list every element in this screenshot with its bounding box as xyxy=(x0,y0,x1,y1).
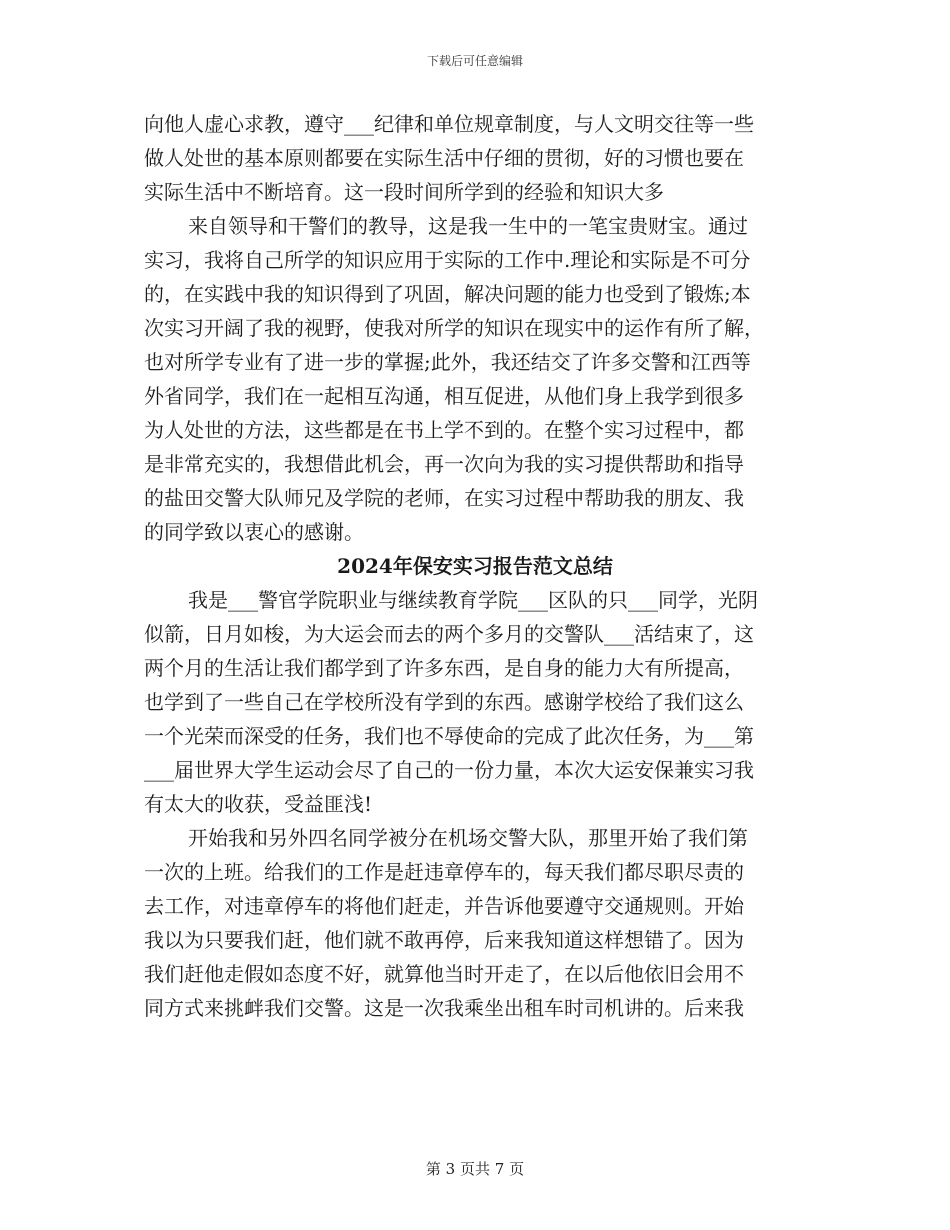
text-line: ___届世界大学生运动会尽了自己的一份力量，本次大运安保兼实习我 xyxy=(144,758,754,782)
text-line: 一次的上班。给我们的工作是赶违章停车的，每天我们都尽职尽责的 xyxy=(144,860,744,884)
text-line: 两个月的生活让我们都学到了许多东西，是自身的能力大有所提高， xyxy=(144,656,744,680)
text-line: 我们赶他走假如态度不好，就算他当时开走了，在以后他依旧会用不 xyxy=(144,962,744,986)
paragraph-start-line: 开始我和另外四名同学被分在机场交警大队，那里开始了我们第 xyxy=(188,826,748,850)
text-line: 的盐田交警大队师兄及学院的老师，在实习过程中帮助我的朋友、我 xyxy=(144,486,744,510)
text-line: 实际生活中不断培育。这一段时间所学到的经验和知识大多 xyxy=(144,180,664,204)
text-line: 是非常充实的，我想借此机会，再一次向为我的实习提供帮助和指导 xyxy=(144,452,744,476)
text-line: 做人处世的基本原则都要在实际生活中仔细的贯彻，好的习惯也要在 xyxy=(144,146,744,170)
text-line: 也学到了一些自己在学校所没有学到的东西。感谢学校给了我们这么 xyxy=(144,690,744,714)
document-body xyxy=(144,107,806,1025)
text-line: 一个光荣而深受的任务，我们也不辱使命的完成了此次任务，为___第 xyxy=(144,724,754,748)
text-line: 似箭，日月如梭，为大运会而去的两个多月的交警队___活结束了，这 xyxy=(144,622,754,646)
text-line: 实习，我将自己所学的知识应用于实际的工作中.理论和实际是不可分 xyxy=(144,248,751,272)
text-line: 向他人虚心求教，遵守___纪律和单位规章制度，与人文明交往等一些 xyxy=(144,112,754,136)
text-line: 也对所学专业有了进一步的掌握;此外，我还结交了许多交警和江西等 xyxy=(144,350,751,374)
paragraph-start-line: 我是___警官学院职业与继续教育学院___区队的只___同学，光阴 xyxy=(188,588,758,612)
text-line: 去工作，对违章停车的将他们赶走，并告诉他要遵守交通规则。开始 xyxy=(144,894,744,918)
text-line: 为人处世的方法，这些都是在书上学不到的。在整个实习过程中，都 xyxy=(144,418,744,442)
page-footer: 第 3 页共 7 页 xyxy=(425,1160,525,1178)
text-line: 我以为只要我们赶，他们就不敢再停，后来我知道这样想错了。因为 xyxy=(144,928,744,952)
section-title: 2024年保安实习报告范文总结 xyxy=(337,554,613,578)
text-line: 的，在实践中我的知识得到了巩固，解决问题的能力也受到了锻炼;本 xyxy=(144,282,751,306)
paragraph-start-line: 来自领导和干警们的教导，这是我一生中的一笔宝贵财宝。通过 xyxy=(188,214,748,238)
text-line: 有太大的收获，受益匪浅! xyxy=(144,792,373,816)
text-line: 外省同学，我们在一起相互沟通，相互促进，从他们身上我学到很多 xyxy=(144,384,744,408)
text-line: 次实习开阔了我的视野，使我对所学的知识在现实中的运作有所了解， xyxy=(144,316,764,340)
page-header: 下载后可任意编辑 xyxy=(426,54,523,68)
text-line: 同方式来挑衅我们交警。这是一次我乘坐出租车时司机讲的。后来我 xyxy=(144,996,744,1020)
text-line: 的同学致以衷心的感谢。 xyxy=(144,520,364,544)
